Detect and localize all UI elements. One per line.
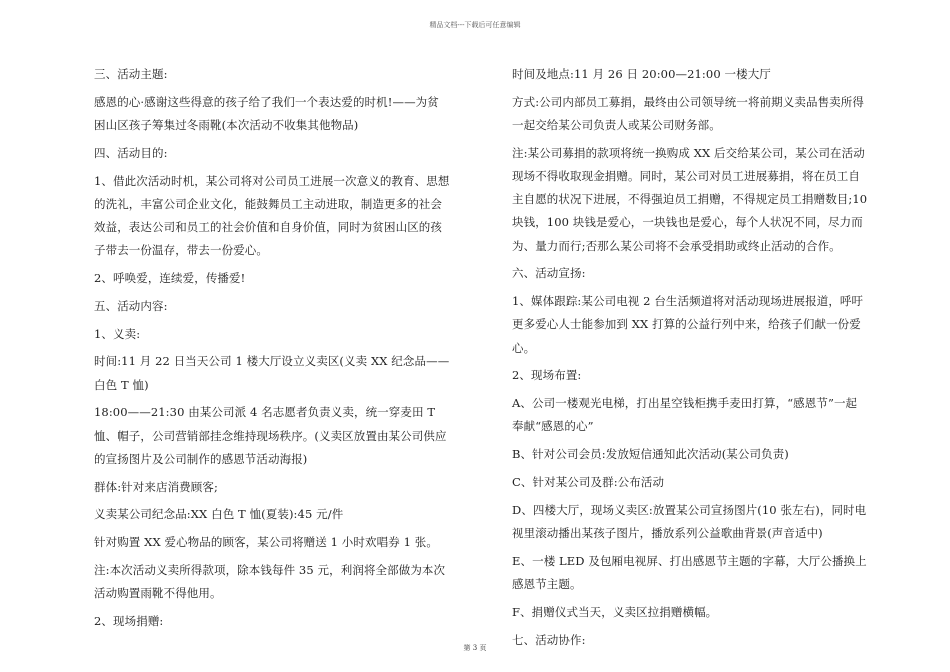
page-header: 精品文档---下载后可任意编辑 (429, 21, 521, 29)
paragraph: F、捐赠仪式当天，义卖区拉捐赠横幅。 (512, 604, 718, 619)
paragraph: 2、现场布置: (512, 368, 582, 383)
paragraph: 注:本次活动义卖所得款项，除本钱每件 35 元，利润将全部做为本次活动购置雨靴不得他用。 (94, 562, 446, 601)
paragraph: 四、活动目的: (94, 145, 168, 160)
paragraph: E、一楼 LED 及包厢电视屏、打出感恩节主题的字幕，大厅公播换上感恩节主题。 (512, 553, 867, 591)
paragraph: 2、现场捐赠: (94, 613, 164, 628)
paragraph: D、四楼大厅，现场义卖区:放置某公司宣扬图片(10 张左右)，同时电视里滚动播出某孩子图片，播放系列公益歌曲背景(声音适中) (512, 502, 867, 540)
paragraph: 方式:公司内部员工募捐，最终由公司领导统一将前期义卖品售卖所得一起交给某公司负责人或某公司财务部。 (512, 94, 864, 132)
paragraph: B、针对公司会员:发放短信通知此次活动(某公司负责) (512, 447, 789, 462)
paragraph: 群体:针对来店消费顾客; (94, 479, 218, 494)
paragraph: 时间及地点:11 月 26 日 20:00—21:00 一楼大厅 (512, 67, 771, 81)
paragraph: 五、活动内容: (94, 298, 168, 313)
paragraph: 感恩的心·感谢这些得意的孩子给了我们一个表达爱的时机!——为贫困山区孩子筹集过冬雨靴(本次活动不收集其他物品) (94, 94, 439, 132)
paragraph: 时间:11 月 22 日当天公司 1 楼大厅设立义卖区(义卖 XX 纪念品——白色 T 恤) (94, 354, 450, 392)
paragraph: 三、活动主题: (94, 67, 168, 81)
paragraph: 义卖某公司纪念品:XX 白色 T 恤(夏装):45 元/件 (94, 507, 344, 522)
paragraph: 1、借此次活动时机，某公司将对公司员工进展一次意义的教育、思想的洗礼，丰富公司企业文化，能鼓舞员工主动进取，制造更多的社会效益，表达公司和员工的社会价值和自身价值，同时为贫困山区的孩子带去一份温存，带去一份爱心。 (94, 173, 450, 258)
page-number: 第 3 页 (463, 644, 487, 652)
paragraph: A、公司一楼观光电梯，打出星空钱柜携手麦田打算，“感恩节”一起奉献“感恩的心” (512, 396, 858, 434)
paragraph: 注:某公司募捐的款项将统一换购成 XX 后交给某公司，某公司在活动现场不得收取现金捐赠。同时，某公司对员工进展募捐，将在员工自主自愿的状况下进展，不得强迫员工捐赠，不得规定员工捐赠数目;10 块钱，100 块钱是爱心，一块钱也是爱心，每个人状况不同，尽力而为、量力而行;否那么某公司将不会承受捐助或终止活动的合作。 (512, 145, 868, 253)
paragraph: 2、呼唤爱，连续爱，传播爱! (94, 271, 246, 285)
paragraph: 针对购置 XX 爱心物品的顾客，某公司将赠送 1 小时欢唱券 1 张。 (94, 535, 438, 550)
paragraph: 六、活动宣扬: (512, 266, 586, 281)
paragraph: 1、媒体跟踪:某公司电视 2 台生活频道将对活动现场进展报道，呼吁更多爱心人士能参加到 XX 打算的公益行列中来，给孩子们献一份爱心。 (512, 294, 864, 355)
paragraph: 七、活动协作: (512, 632, 586, 647)
paragraph: 18:00——21:30 由某公司派 4 名志愿者负责义卖，统一穿麦田 T 恤、帽子，公司营销部挂念维持现场秩序。(义卖区放置由某公司供应的宣扬图片及公司制作的感恩节活动海报) (94, 405, 447, 466)
right-column (512, 63, 868, 656)
paragraph: C、针对某公司及群:公布活动 (512, 475, 665, 489)
left-column (94, 63, 450, 638)
paragraph: 1、义卖: (94, 326, 141, 341)
